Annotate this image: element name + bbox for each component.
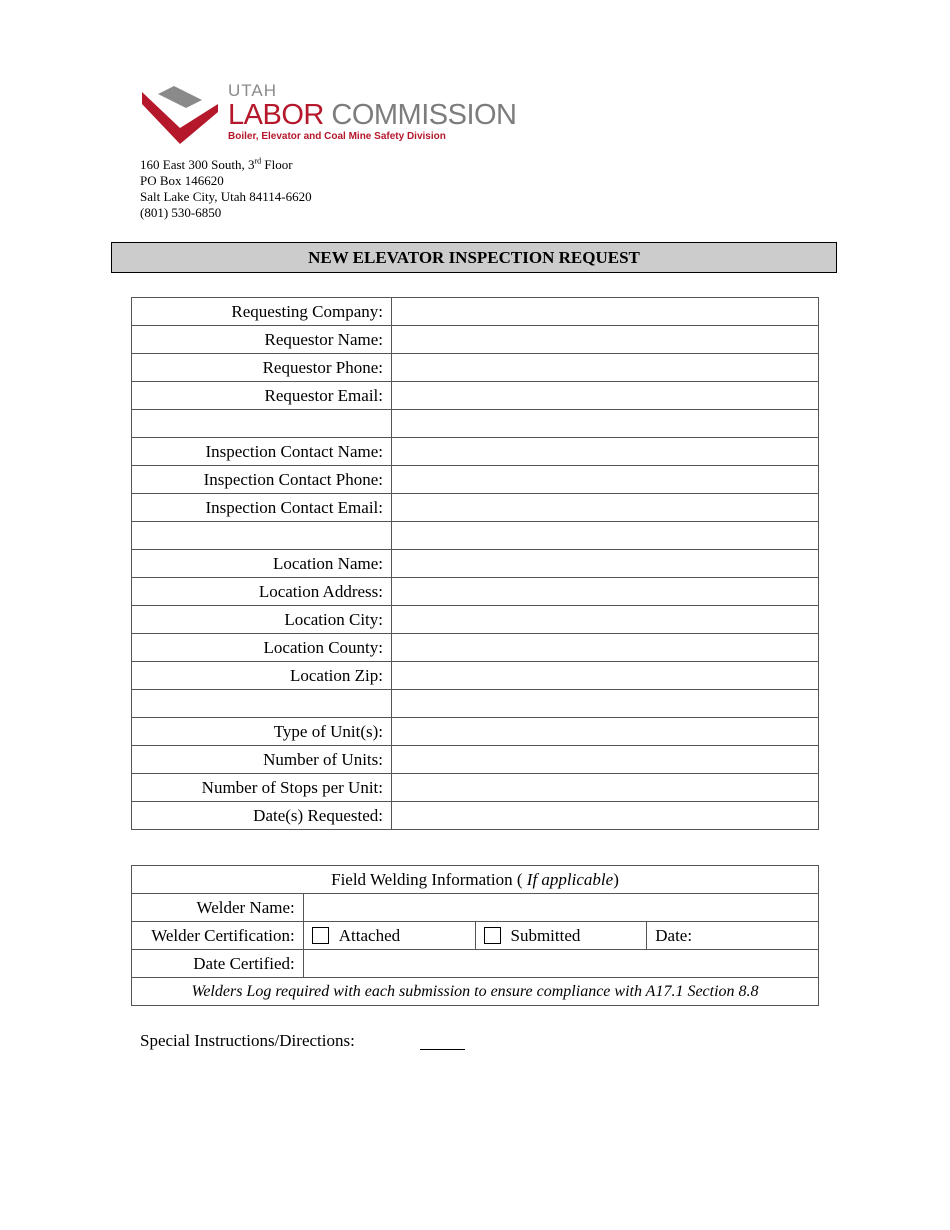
form-row-label: Requestor Email: bbox=[132, 382, 392, 410]
request-form-table bbox=[131, 297, 819, 830]
form-row-field[interactable] bbox=[392, 494, 819, 522]
form-row bbox=[132, 382, 819, 410]
welding-note: Welders Log required with each submission to ensure compliance with A17.1 Section 8.8 bbox=[132, 978, 819, 1006]
form-row bbox=[132, 718, 819, 746]
form-row bbox=[132, 662, 819, 690]
address-line-1: 160 East 300 South, 3rd Floor bbox=[140, 156, 293, 172]
form-row bbox=[132, 746, 819, 774]
logo-state: UTAH bbox=[228, 81, 278, 100]
date-certified-field[interactable] bbox=[303, 950, 818, 978]
address-block bbox=[140, 157, 312, 221]
form-row bbox=[132, 634, 819, 662]
form-row bbox=[132, 494, 819, 522]
form-row bbox=[132, 802, 819, 830]
form-row-label: Number of Units: bbox=[132, 746, 392, 774]
form-row-field[interactable] bbox=[392, 802, 819, 830]
welding-header-row bbox=[132, 866, 819, 894]
form-row bbox=[132, 438, 819, 466]
form-row bbox=[132, 606, 819, 634]
form-row bbox=[132, 550, 819, 578]
form-row-label: Location City: bbox=[132, 606, 392, 634]
special-instructions-label: Special Instructions/Directions: bbox=[140, 1031, 355, 1050]
form-title: NEW ELEVATOR INSPECTION REQUEST bbox=[111, 242, 837, 273]
welding-info-table bbox=[131, 865, 819, 1006]
logo-division: Boiler, Elevator and Coal Mine Safety Division bbox=[228, 131, 446, 142]
form-row-field[interactable] bbox=[392, 746, 819, 774]
form-row-label bbox=[132, 522, 392, 550]
attached-checkbox[interactable] bbox=[312, 927, 329, 944]
address-line-4: (801) 530-6850 bbox=[140, 205, 222, 220]
form-row bbox=[132, 466, 819, 494]
attached-label: Attached bbox=[338, 925, 401, 945]
attached-option[interactable] bbox=[303, 922, 475, 950]
form-row-field[interactable] bbox=[392, 578, 819, 606]
certification-date-label: Date: bbox=[655, 925, 693, 945]
welder-name-label: Welder Name: bbox=[132, 894, 304, 922]
form-row bbox=[132, 774, 819, 802]
logo-name: LABOR COMMISSION bbox=[228, 99, 517, 131]
form-row bbox=[132, 578, 819, 606]
form-row-field[interactable] bbox=[392, 298, 819, 326]
submitted-option[interactable] bbox=[475, 922, 647, 950]
form-row-label: Inspection Contact Phone: bbox=[132, 466, 392, 494]
form-row-label: Location Zip: bbox=[132, 662, 392, 690]
submitted-checkbox[interactable] bbox=[484, 927, 501, 944]
form-row bbox=[132, 410, 819, 438]
form-row bbox=[132, 298, 819, 326]
form-row-field[interactable] bbox=[392, 606, 819, 634]
form-row-label: Date(s) Requested: bbox=[132, 802, 392, 830]
form-row-field[interactable] bbox=[392, 466, 819, 494]
address-line-2: PO Box 146620 bbox=[140, 173, 224, 188]
form-row-label bbox=[132, 690, 392, 718]
form-row-field[interactable] bbox=[392, 550, 819, 578]
welding-header: Field Welding Information ( If applicable) bbox=[132, 866, 819, 894]
form-row-field[interactable] bbox=[392, 774, 819, 802]
form-row-field[interactable] bbox=[392, 634, 819, 662]
form-row-label: Location Address: bbox=[132, 578, 392, 606]
form-row bbox=[132, 522, 819, 550]
welder-name-row bbox=[132, 894, 819, 922]
form-row-field[interactable] bbox=[392, 382, 819, 410]
form-row-field[interactable] bbox=[392, 410, 819, 438]
form-row-label: Inspection Contact Name: bbox=[132, 438, 392, 466]
form-row-label: Number of Stops per Unit: bbox=[132, 774, 392, 802]
submitted-label: Submitted bbox=[510, 925, 581, 945]
form-row-field[interactable] bbox=[392, 690, 819, 718]
form-row-field[interactable] bbox=[392, 718, 819, 746]
form-row-label: Requesting Company: bbox=[132, 298, 392, 326]
welding-note-row bbox=[132, 978, 819, 1006]
form-row-label: Location Name: bbox=[132, 550, 392, 578]
welder-name-field[interactable] bbox=[303, 894, 818, 922]
logo-mark-icon bbox=[140, 86, 225, 148]
form-row-field[interactable] bbox=[392, 522, 819, 550]
form-row-field[interactable] bbox=[392, 354, 819, 382]
date-certified-row bbox=[132, 950, 819, 978]
certification-date-field[interactable] bbox=[647, 922, 819, 950]
form-row-field[interactable] bbox=[392, 326, 819, 354]
welder-certification-row bbox=[132, 922, 819, 950]
form-row-label: Requestor Phone: bbox=[132, 354, 392, 382]
form-row bbox=[132, 690, 819, 718]
form-row bbox=[132, 326, 819, 354]
form-row-field[interactable] bbox=[392, 662, 819, 690]
form-row-label bbox=[132, 410, 392, 438]
date-certified-label: Date Certified: bbox=[132, 950, 304, 978]
address-line-3: Salt Lake City, Utah 84114-6620 bbox=[140, 189, 312, 204]
form-row-label: Location County: bbox=[132, 634, 392, 662]
welder-certification-label: Welder Certification: bbox=[132, 922, 304, 950]
form-row-label: Requestor Name: bbox=[132, 326, 392, 354]
form-row-label: Type of Unit(s): bbox=[132, 718, 392, 746]
form-row-field[interactable] bbox=[392, 438, 819, 466]
special-instructions-field[interactable] bbox=[420, 1049, 465, 1050]
form-row-label: Inspection Contact Email: bbox=[132, 494, 392, 522]
logo bbox=[140, 81, 517, 148]
form-row bbox=[132, 354, 819, 382]
